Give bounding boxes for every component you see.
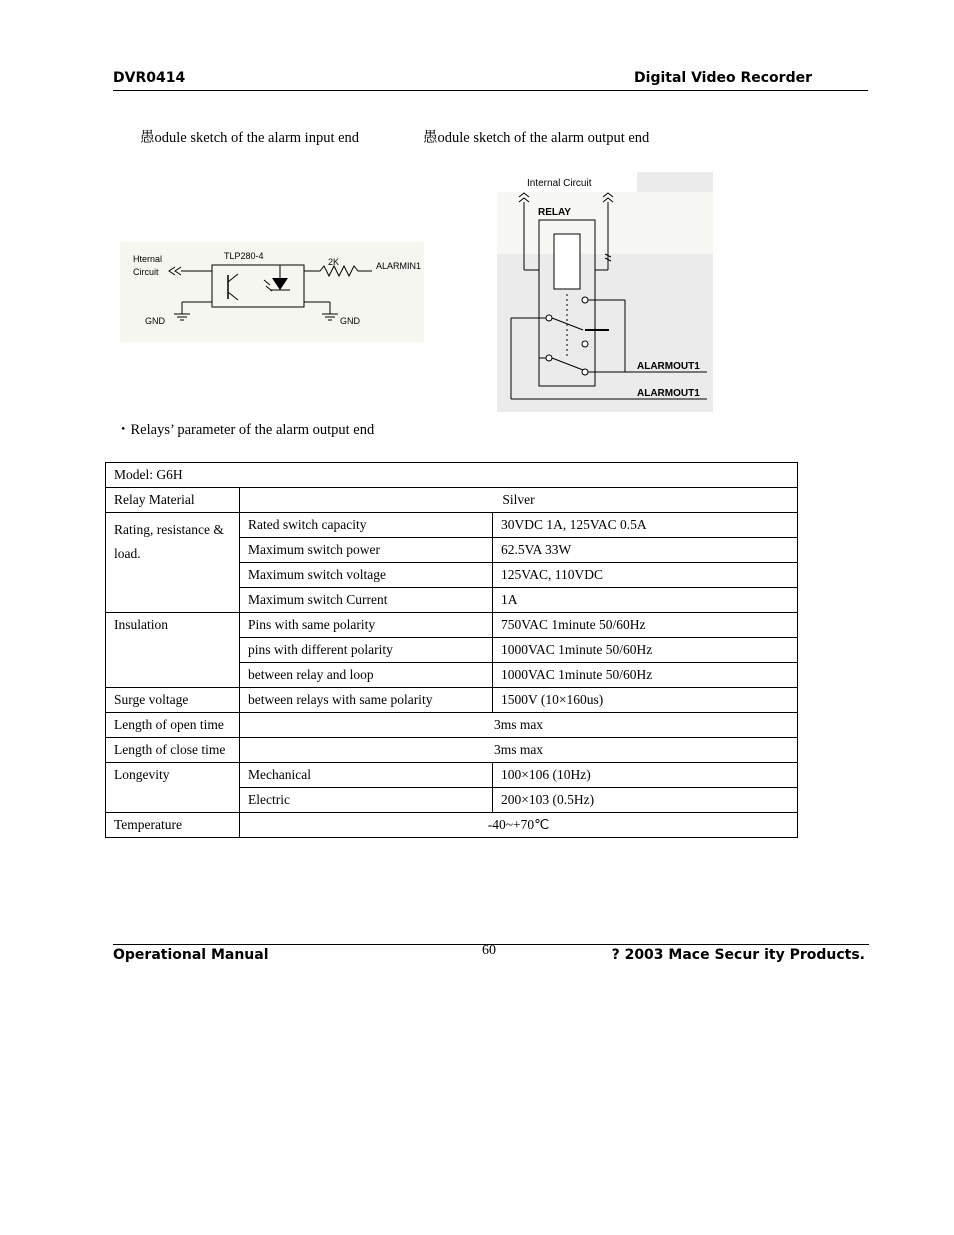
output-internal-circuit-label: Internal Circuit: [527, 178, 592, 189]
table-row: [106, 713, 798, 738]
alarm-out-label-1: ALARMOUT1: [637, 361, 700, 372]
param-value: 62.5VA 33W: [493, 538, 798, 563]
page-footer: [113, 944, 869, 969]
relay-parameter-table: [105, 462, 798, 838]
param-value: 200×103 (0.5Hz): [493, 788, 798, 813]
open-time-value: 3ms max: [240, 713, 798, 738]
relay-material-label: Relay Material: [106, 488, 240, 513]
rating-label: Rating, resistance & load.: [106, 513, 240, 613]
param-value: 100×106 (10Hz): [493, 763, 798, 788]
page-header: [113, 68, 868, 91]
insulation-label: Insulation: [106, 613, 240, 688]
param-name: Rated switch capacity: [240, 513, 493, 538]
param-name: between relay and loop: [240, 663, 493, 688]
param-name: Maximum switch Current: [240, 588, 493, 613]
optocoupler-label: TLP280-4: [224, 251, 264, 261]
param-value: 1500V (10×160us): [493, 688, 798, 713]
param-value: 125VAC, 110VDC: [493, 563, 798, 588]
alarm-in-label: ALARMIN1: [376, 261, 422, 271]
table-row: [106, 738, 798, 763]
table-row: [106, 488, 798, 513]
close-time-label: Length of close time: [106, 738, 240, 763]
table-row: [106, 763, 798, 788]
gnd-right-label: GND: [340, 316, 360, 326]
input-internal-label-2: Circuit: [133, 267, 159, 277]
gnd-left-label: GND: [145, 316, 165, 326]
relay-label: RELAY: [538, 207, 571, 218]
relay-material-value: Silver: [240, 488, 798, 513]
param-name: Electric: [240, 788, 493, 813]
table-row: [106, 513, 798, 538]
table-row: [106, 688, 798, 713]
table-row: [106, 813, 798, 838]
temperature-label: Temperature: [106, 813, 240, 838]
model-cell: Model: G6H: [106, 463, 798, 488]
temperature-value: -40~+70℃: [240, 813, 798, 838]
alarm-out-label-2: ALARMOUT1: [637, 388, 700, 399]
header-title: Digital Video Recorder: [634, 70, 812, 86]
param-name: between relays with same polarity: [240, 688, 493, 713]
input-sketch-caption: 愚odule sketch of the alarm input end: [140, 130, 360, 146]
close-time-value: 3ms max: [240, 738, 798, 763]
param-value: 30VDC 1A, 125VAC 0.5A: [493, 513, 798, 538]
output-sketch-caption: 愚odule sketch of the alarm output end: [423, 130, 650, 146]
param-name: Pins with same polarity: [240, 613, 493, 638]
param-name: Maximum switch voltage: [240, 563, 493, 588]
footer-manual: Operational Manual: [113, 947, 269, 963]
longevity-label: Longevity: [106, 763, 240, 813]
table-row: [106, 613, 798, 638]
relay-parameter-heading: ・Relays’ parameter of the alarm output end: [116, 422, 375, 438]
param-name: Mechanical: [240, 763, 493, 788]
alarm-output-schematic: [497, 172, 713, 412]
page-number: 60: [482, 943, 496, 958]
header-model: DVR0414: [113, 70, 186, 86]
surge-label: Surge voltage: [106, 688, 240, 713]
param-value: 1000VAC 1minute 50/60Hz: [493, 663, 798, 688]
param-name: pins with different polarity: [240, 638, 493, 663]
alarm-input-schematic: [120, 242, 424, 342]
table-row: [106, 463, 798, 488]
open-time-label: Length of open time: [106, 713, 240, 738]
param-value: 1A: [493, 588, 798, 613]
param-value: 1000VAC 1minute 50/60Hz: [493, 638, 798, 663]
input-internal-label-1: Hternal: [133, 254, 163, 264]
footer-copyright: ? 2003 Mace Secur ity Products.: [611, 947, 865, 963]
param-value: 750VAC 1minute 50/60Hz: [493, 613, 798, 638]
param-name: Maximum switch power: [240, 538, 493, 563]
resistor-label: 2K: [328, 257, 340, 267]
